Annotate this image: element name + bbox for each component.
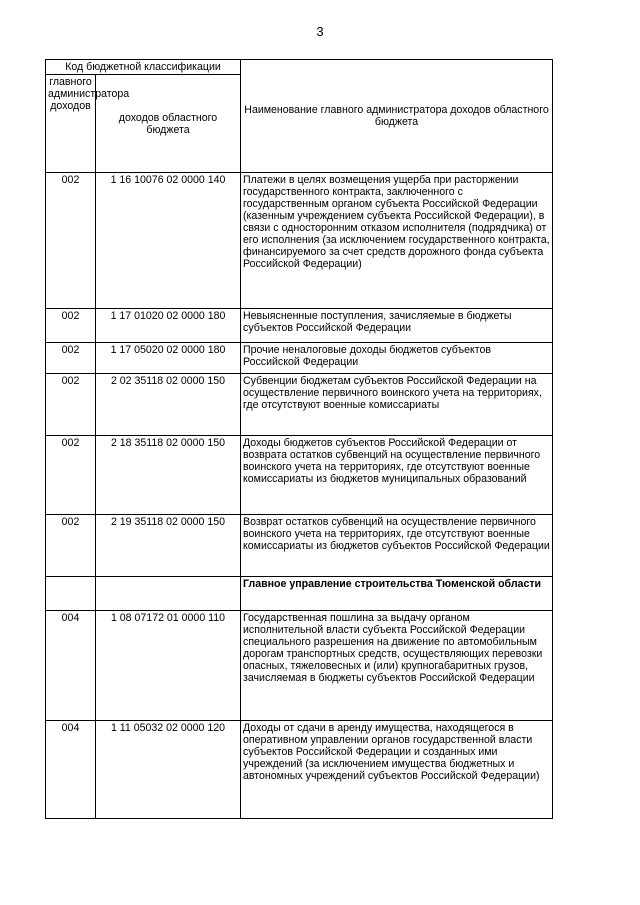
header-admin-code: главного администратора доходов xyxy=(46,75,96,173)
table-row xyxy=(46,436,553,515)
table-row xyxy=(46,577,553,611)
table-row xyxy=(46,343,553,374)
header-budget-code: Код бюджетной классификации xyxy=(46,60,241,75)
income-name-cell: Возврат остатков субвенций на осуществление первичного воинского учета на территориях, где отсутствуют военные комиссариаты из бюджетов субъектов Российской Федерации xyxy=(241,515,553,577)
income-code-cell: 2 18 35118 02 0000 150 xyxy=(96,436,241,515)
admin-code-cell: 002 xyxy=(46,343,96,374)
income-code-cell xyxy=(96,577,241,611)
admin-code-cell: 002 xyxy=(46,173,96,309)
table-row xyxy=(46,515,553,577)
header-admin-name: Наименование главного администратора доходов областного бюджета xyxy=(241,60,553,173)
table-row xyxy=(46,374,553,436)
admin-code-cell: 004 xyxy=(46,721,96,819)
income-code-cell: 1 16 10076 02 0000 140 xyxy=(96,173,241,309)
income-code-cell: 1 17 01020 02 0000 180 xyxy=(96,309,241,343)
admin-code-cell: 002 xyxy=(46,436,96,515)
income-name-cell: Главное управление строительства Тюменской области xyxy=(241,577,553,611)
admin-code-cell: 004 xyxy=(46,611,96,721)
income-code-cell: 1 08 07172 01 0000 110 xyxy=(96,611,241,721)
income-name-cell: Субвенции бюджетам субъектов Российской Федерации на осуществление первичного воинского учета на территориях, где отсутствуют военные комиссариаты xyxy=(241,374,553,436)
income-name-cell: Невыясненные поступления, зачисляемые в бюджеты субъектов Российской Федерации xyxy=(241,309,553,343)
income-code-cell: 2 02 35118 02 0000 150 xyxy=(96,374,241,436)
admin-code-cell: 002 xyxy=(46,309,96,343)
table-row xyxy=(46,721,553,819)
table-row xyxy=(46,309,553,343)
income-name-cell: Прочие неналоговые доходы бюджетов субъектов Российской Федерации xyxy=(241,343,553,374)
income-code-cell: 1 17 05020 02 0000 180 xyxy=(96,343,241,374)
header-income-code: доходов областного бюджета xyxy=(96,75,241,173)
admin-code-cell xyxy=(46,577,96,611)
budget-table xyxy=(45,59,553,819)
income-name-cell: Государственная пошлина за выдачу органом исполнительной власти субъекта Российской Федерации специального разрешения на движение по автомобильным дорогам транспортных средств, осуществляющих перевозки опасных, тяжеловесных и (или) крупногабаритных грузов, зачисляемая в бюджеты субъектов Российской Федерации xyxy=(241,611,553,721)
income-name-cell: Доходы от сдачи в аренду имущества, находящегося в оперативном управлении органов государственной власти субъектов Российской Федерации и созданных ими учреждений (за исключением имущества бюджетных и автономных учреждений субъектов Российской Федерации) xyxy=(241,721,553,819)
page-number: 3 xyxy=(316,24,324,39)
income-code-cell: 1 11 05032 02 0000 120 xyxy=(96,721,241,819)
table-row xyxy=(46,611,553,721)
admin-code-cell: 002 xyxy=(46,374,96,436)
income-code-cell: 2 19 35118 02 0000 150 xyxy=(96,515,241,577)
table-row xyxy=(46,173,553,309)
admin-code-cell: 002 xyxy=(46,515,96,577)
income-name-cell: Доходы бюджетов субъектов Российской Федерации от возврата остатков субвенций на осуществление первичного воинского учета на территориях, где отсутствуют военные комиссариаты из бюджетов муниципальных образований xyxy=(241,436,553,515)
income-name-cell: Платежи в целях возмещения ущерба при расторжении государственного контракта, заключенного с государственным органом субъекта Российской Федерации (казенным учреждением субъекта Российской Федерации), в связи с односторонним отказом исполнителя (подрядчика) от его исполнения (за исключением государственного контракта, финансируемого за счет средств дорожного фонда субъекта Российской Федерации) xyxy=(241,173,553,309)
